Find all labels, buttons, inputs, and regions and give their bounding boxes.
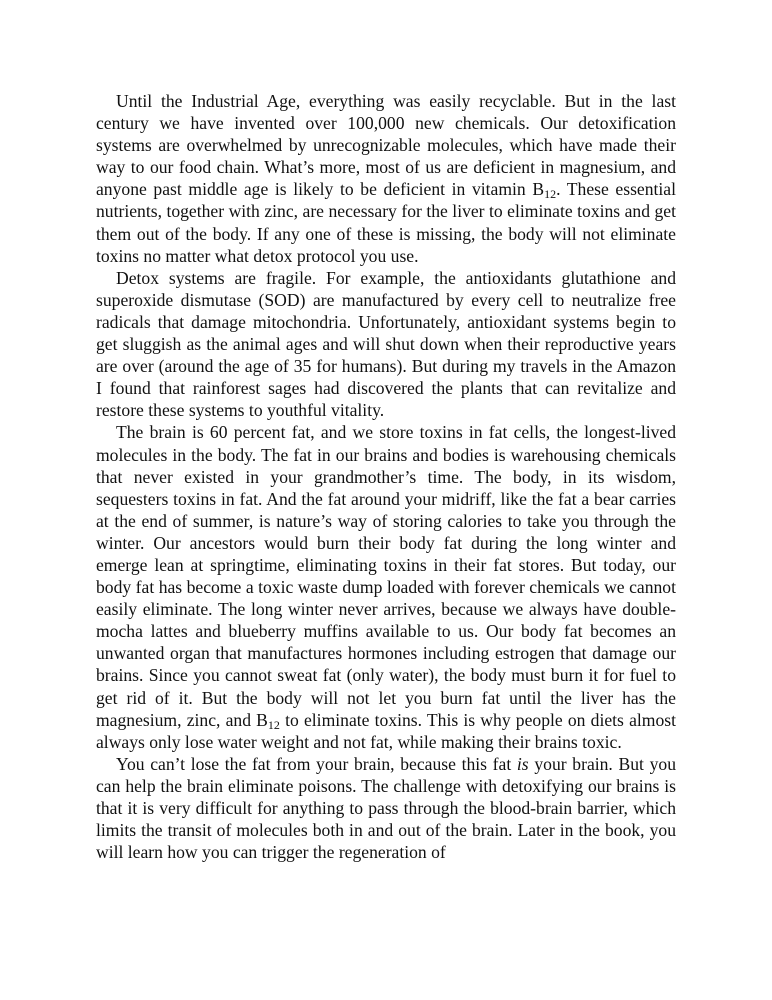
- text-run: Until the Industrial Age, everything was easily recyclable. But in the last century we have invented over 100,000 new chemicals. Our detoxification systems are overwhelmed by unrecognizable molecules, which have made their way to our food chain. What’s more, most of us are deficient in magnesium, and anyone past middle age is likely to be deficient in vitamin B: [96, 91, 676, 200]
- subscript-text: 12: [267, 717, 280, 732]
- text-run: The brain is 60 percent fat, and we store toxins in fat cells, the longest-lived molecules in the body. The fat in our brains and bodies is warehousing chemicals that never existed in your grandmother’s time. The body, in its wisdom, sequesters toxins in fat. And the fat around your midriff, like the fat a bear carries at the end of summer, is nature’s way of storing calories to take you through the winter. Our ancestors would burn their body fat during the long winter and emerge lean at springtime, eliminating toxins in their fat stores. But today, our body fat has become a toxic waste dump loaded with forever chemicals we cannot easily eliminate. The long winter never arrives, because we always have double-mocha lattes and blueberry muffins available to us. Our body fat becomes an unwanted organ that manufactures hormones including estrogen that damage our brains. Since you cannot sweat fat (only water), the body must burn it for fuel to get rid of it. But the body will not let you burn fat until the liver has the magnesium, zinc, and B: [96, 422, 676, 730]
- paragraph-brain-poisons: [96, 753, 676, 863]
- paragraph-brain-fat: [96, 421, 676, 752]
- text-run: Detox systems are fragile. For example, the antioxidants glutathione and superoxide dismutase (SOD) are manufactured by every cell to neutralize free radicals that damage mitochondria. Unfortunately, antioxidant systems begin to get sluggish as the animal ages and will shut down when their reproductive years are over (around the age of 35 for humans). But during my travels in the Amazon I found that rainforest sages had discovered the plants that can revitalize and restore these systems to youthful vitality.: [96, 267, 676, 421]
- text-run: You can’t lose the fat from your brain, because this fat: [116, 753, 517, 774]
- text-run: to eliminate toxins. This is why people on diets almost always only lose water weight and not fat, while making their brains toxic.: [96, 709, 677, 752]
- paragraph-detox-systems: [96, 267, 676, 422]
- book-page-text: [96, 90, 676, 863]
- paragraph-industrial-age: [96, 90, 676, 267]
- subscript-text: 12: [544, 187, 557, 202]
- text-run: your brain. But you can help the brain eliminate poisons. The challenge with detoxifying our brains is that it is very difficult for anything to pass through the blood-brain barrier, which limits the transit of molecules both in and out of the brain. Later in the book, you will learn how you can trigger the regeneration of: [96, 753, 677, 863]
- text-run: . These essential nutrients, together with zinc, are necessary for the liver to eliminate toxins and get them out of the body. If any one of these is missing, the body will not eliminate toxins no matter what detox protocol you use.: [96, 179, 676, 266]
- emphasis-text: is: [516, 753, 529, 774]
